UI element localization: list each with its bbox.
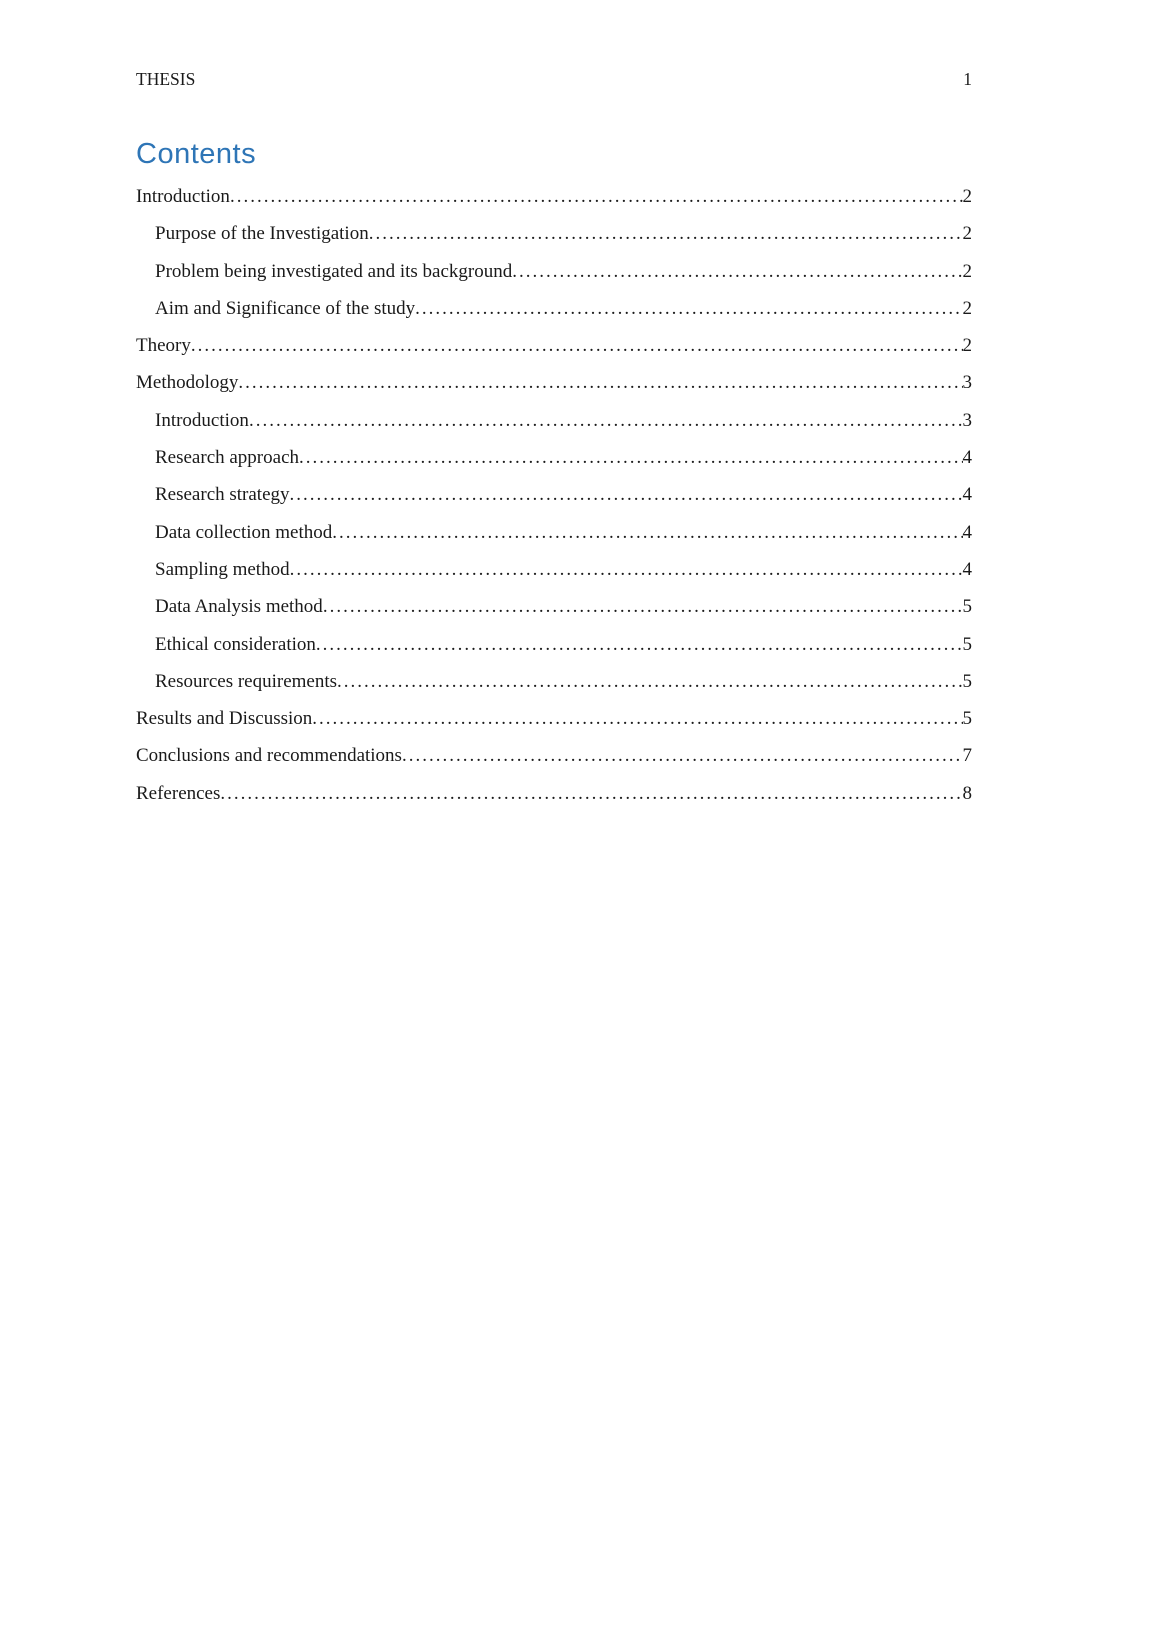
- toc-entry-page: 5: [962, 670, 972, 692]
- toc-entry-page: 7: [962, 745, 972, 767]
- toc-dot-leader: [316, 633, 963, 656]
- toc-entry: [136, 595, 972, 618]
- toc-entry-label: Theory: [136, 335, 191, 357]
- toc-entry-label: Purpose of the Investigation: [155, 223, 369, 245]
- toc-entry-page: 5: [962, 633, 972, 655]
- toc-dot-leader: [415, 297, 962, 320]
- toc-dot-leader: [323, 595, 963, 618]
- toc-entry: [136, 222, 972, 245]
- toc-entry-label: Methodology: [136, 372, 239, 394]
- toc-entry-page: 5: [962, 596, 972, 618]
- toc-entry: [136, 371, 972, 394]
- toc-entry-label: Introduction: [136, 186, 230, 207]
- toc-dot-leader: [290, 558, 963, 581]
- toc-entry-label: Data collection method: [155, 521, 333, 543]
- toc-entry: [136, 483, 972, 506]
- toc-entry-label: Results and Discussion: [136, 708, 313, 730]
- toc-entry-label: Research approach: [155, 447, 300, 469]
- toc-entry-page: 2: [962, 335, 972, 357]
- toc-entry: [136, 782, 972, 805]
- toc-dot-leader: [299, 446, 962, 469]
- toc-entry: [136, 707, 972, 730]
- toc-entry: [136, 744, 972, 767]
- toc-entry-page: 3: [962, 409, 972, 431]
- toc-dot-leader: [238, 371, 962, 394]
- toc-entry-label: References: [136, 782, 221, 804]
- toc-dot-leader: [337, 670, 962, 693]
- toc-entry: [136, 633, 972, 656]
- toc-dot-leader: [220, 782, 962, 805]
- toc-dot-leader: [312, 707, 962, 730]
- toc-entry-page: 4: [962, 558, 972, 580]
- toc-list: [136, 185, 972, 805]
- toc-dot-leader: [512, 260, 962, 283]
- toc-entry: [136, 670, 972, 693]
- toc-entry-page: 2: [962, 260, 972, 282]
- toc-entry-page: 4: [962, 447, 972, 469]
- toc-entry-label: Conclusions and recommendations: [136, 745, 402, 767]
- toc-entry-label: Ethical consideration: [155, 633, 316, 655]
- toc-entry-label: Resources requirements: [155, 670, 338, 692]
- toc-dot-leader: [191, 334, 963, 357]
- page-header: [136, 68, 972, 90]
- toc-entry: [136, 446, 972, 469]
- toc-dot-leader: [230, 185, 963, 208]
- toc-entry-page: 8: [962, 782, 972, 804]
- toc-dot-leader: [332, 521, 962, 544]
- toc-entry: [136, 185, 972, 208]
- toc-entry: [136, 334, 972, 357]
- toc-entry: [136, 297, 972, 320]
- contents-title: Contents: [136, 138, 257, 170]
- toc-entry-page: 4: [962, 521, 972, 543]
- toc-entry-label: Problem being investigated and its background: [155, 260, 513, 282]
- toc-entry-page: 5: [962, 708, 972, 730]
- toc-entry-page: 4: [962, 484, 972, 506]
- toc-entry-label: Data Analysis method: [155, 596, 323, 618]
- toc-entry: [136, 521, 972, 544]
- toc-entry-label: Research strategy: [155, 484, 290, 506]
- toc-entry-label: Aim and Significance of the study: [155, 297, 416, 319]
- toc-dot-leader: [249, 409, 963, 432]
- toc-dot-leader: [369, 222, 963, 245]
- toc-entry-page: 3: [962, 372, 972, 394]
- toc-entry: [136, 558, 972, 581]
- toc-entry-page: 2: [962, 223, 972, 245]
- toc-entry: [136, 409, 972, 432]
- toc-entry-label: Sampling method: [155, 558, 290, 580]
- toc-dot-leader: [402, 744, 963, 767]
- page-number: 1: [963, 69, 972, 89]
- toc-entry-page: 2: [962, 186, 972, 207]
- toc-entry: [136, 260, 972, 283]
- toc-entry-page: 2: [962, 297, 972, 319]
- toc-entry-label: Introduction: [155, 409, 249, 431]
- running-head: THESIS: [136, 69, 196, 89]
- toc-dot-leader: [290, 483, 963, 506]
